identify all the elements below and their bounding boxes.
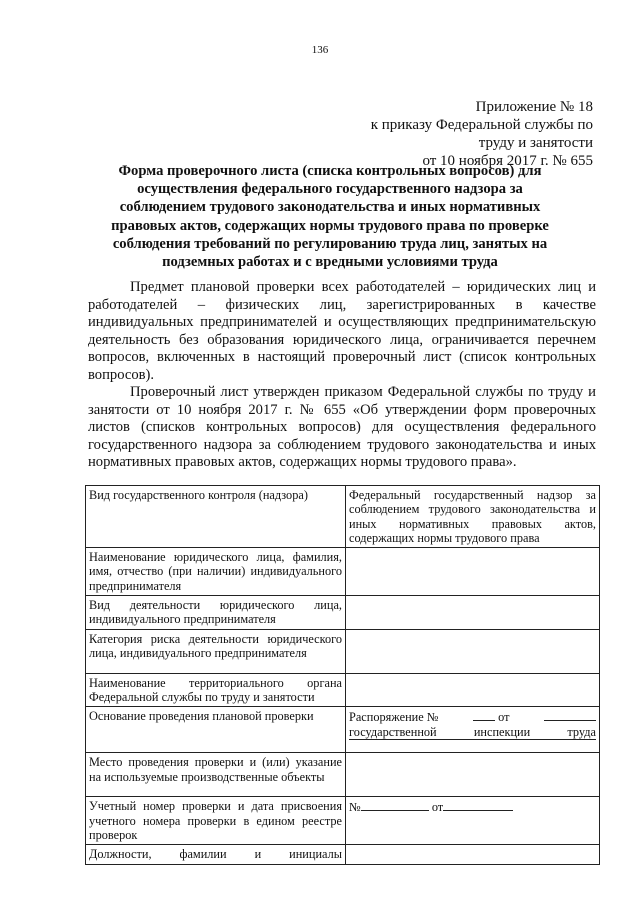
- order-number-blank[interactable]: [473, 709, 495, 721]
- registration-number-field[interactable]: [346, 797, 600, 845]
- registration-from-label: от: [431, 800, 444, 815]
- order-date-blank[interactable]: [544, 709, 596, 721]
- table-row: [86, 673, 600, 707]
- row-label: Основание проведения плановой проверки: [86, 707, 346, 753]
- registration-number-label: №: [349, 800, 361, 815]
- order-from-label: от: [498, 710, 510, 725]
- row-value-field[interactable]: [346, 845, 600, 865]
- table-row: [86, 548, 600, 596]
- table-row: [86, 753, 600, 797]
- inspection-form-table: [85, 485, 600, 865]
- registration-date-blank[interactable]: [443, 799, 513, 811]
- table-row: [86, 629, 600, 673]
- table-row: [86, 486, 600, 548]
- page-number: 136: [311, 44, 329, 56]
- row-label: Должности, фамилии и инициалы: [86, 845, 346, 865]
- row-value-field[interactable]: [346, 596, 600, 630]
- row-label: Наименование территориального органа Федеральной службы по труду и занятости: [86, 673, 346, 707]
- row-value: Федеральный государственный надзор за соблюдением трудового законодательства и иных нормативных правовых актов, содержащих нормы трудового права: [346, 486, 600, 548]
- row-value-field[interactable]: [346, 673, 600, 707]
- table-row: [86, 797, 600, 845]
- paragraph-scope: Предмет плановой проверки всех работодателей – юридических лиц и работодателей – физических лиц, зарегистрированных в качестве индивидуальных предпринимателей и осуществляющих предпринимательскую деятельность без образования юридического лица, ограничивается перечнем вопросов, включенных в настоящий проверочный лист (список контрольных вопросов).: [88, 279, 596, 383]
- row-label: Категория риска деятельности юридического лица, индивидуального предпринимателя: [86, 629, 346, 673]
- paragraph-approval: Проверочный лист утвержден приказом Федеральной службы по труду и занятости от 10 ноября 2017 г. № 655 «Об утверждении форм проверочных листов (списков контрольных вопросов) для осуществления федерального государственного надзора за соблюдением трудового законодательства и иных нормативных правовых актов, содержащих нормы трудового права».: [88, 384, 596, 471]
- row-label: Вид государственного контроля (надзора): [86, 486, 346, 548]
- appendix-line: Приложение № 18: [475, 99, 593, 115]
- row-value-field[interactable]: [346, 548, 600, 596]
- row-label: Место проведения проверки и (или) указание на используемые производственные объекты: [86, 753, 346, 797]
- order-suffix-label: государственной инспекции труда: [349, 724, 596, 739]
- appendix-header: [371, 98, 593, 170]
- row-label: Наименование юридического лица, фамилия, имя, отчество (при наличии) индивидуального предпринимателя: [86, 548, 346, 596]
- appendix-line: от 10 ноября 2017 г. № 655: [422, 153, 593, 169]
- table-row: [86, 596, 600, 630]
- table-row: [86, 845, 600, 865]
- row-label: Вид деятельности юридического лица, индивидуального предпринимателя: [86, 596, 346, 630]
- inspection-basis-field[interactable]: [346, 707, 600, 753]
- row-value-field[interactable]: [346, 753, 600, 797]
- registration-number-blank[interactable]: [361, 799, 429, 811]
- order-prefix-label: Распоряжение №: [349, 710, 439, 725]
- appendix-line: труду и занятости: [478, 135, 593, 151]
- form-title: Форма проверочного листа (списка контрольных вопросов) для осуществления федерального государственного надзора за соблюдением трудового законодательства и иных нормативных правовых актов, содержащих нормы трудового права по проверке соблюдения требований по регулированию труда лиц, занятых на подземных работах и с вредными условиями труда: [111, 163, 549, 271]
- row-value-field[interactable]: [346, 629, 600, 673]
- row-label: Учетный номер проверки и дата присвоения учетного номера проверки в едином реестре проверок: [86, 797, 346, 845]
- appendix-line: к приказу Федеральной службы по: [370, 117, 593, 133]
- table-row: [86, 707, 600, 753]
